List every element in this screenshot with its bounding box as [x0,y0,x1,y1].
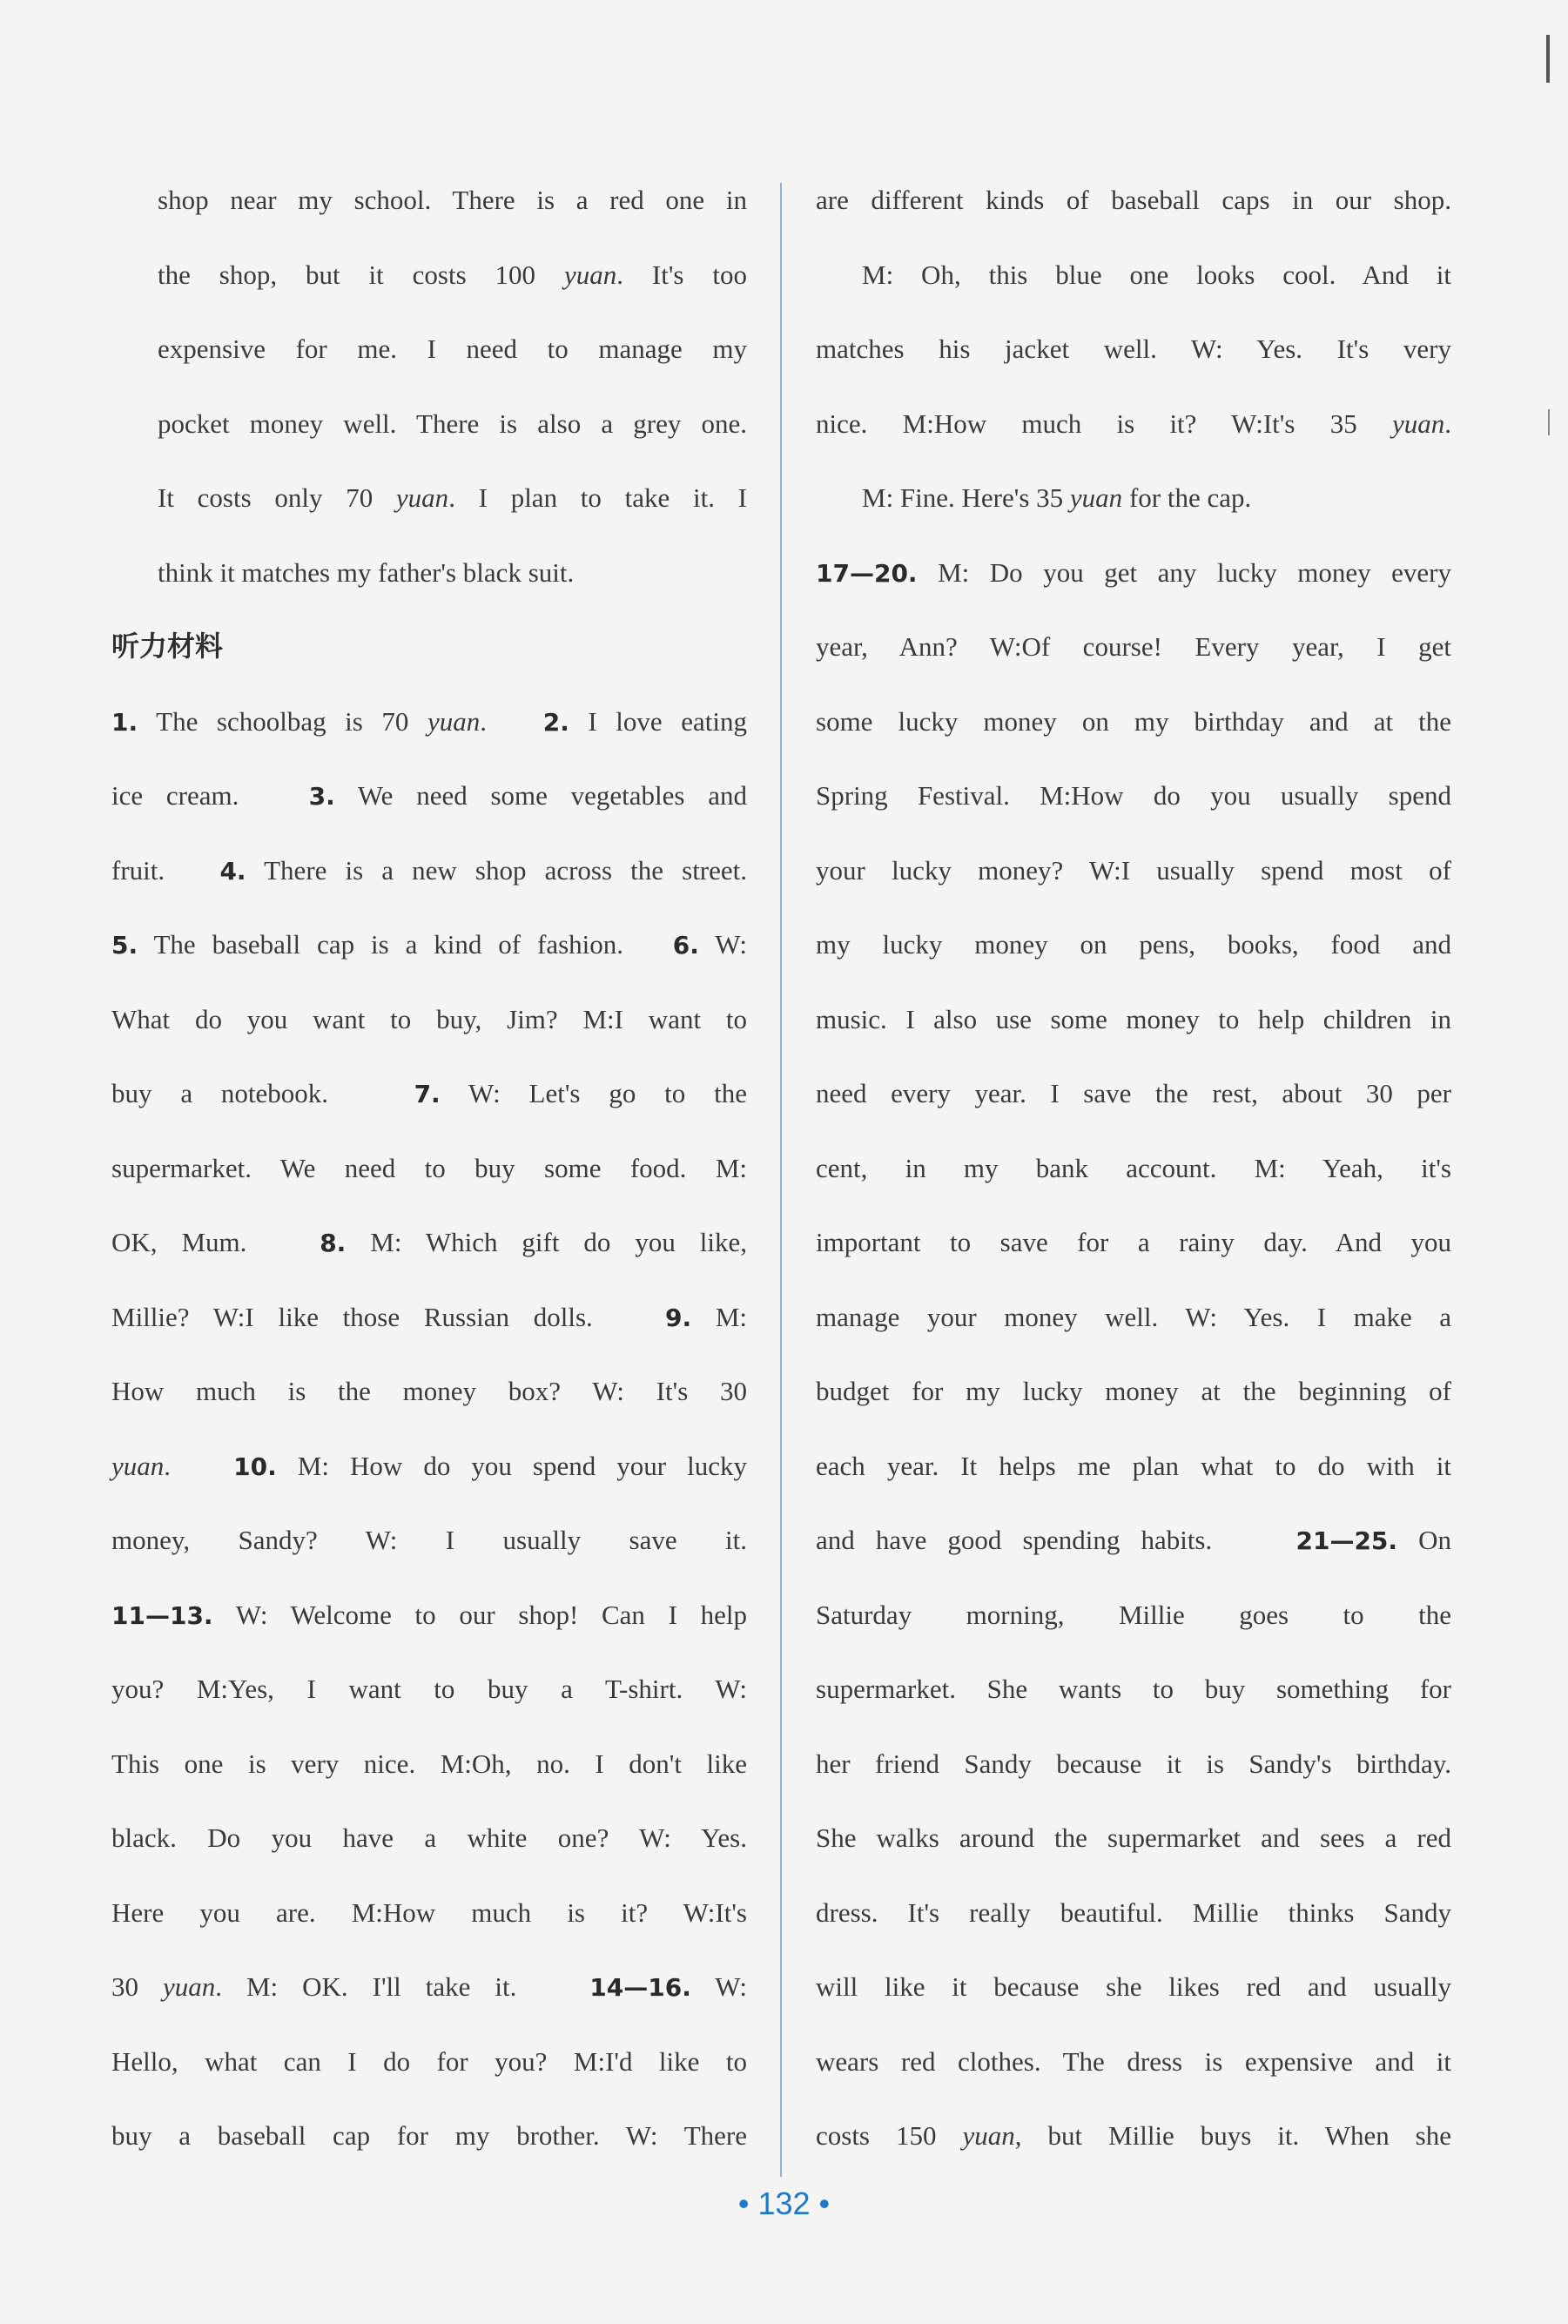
text-line: your lucky money? W:I usually spend most of [816,854,1451,886]
text-line: She walks around the supermarket and sees a red [816,1822,1451,1853]
text-line: buy a baseball cap for my brother. W: There [111,2120,747,2151]
text-line: will like it because she likes red and usually [816,1971,1451,2002]
edge-mark [1548,409,1550,435]
text-line: fruit. 4. There is a new shop across the street. [111,854,748,886]
text-line: Millie? W:I like those Russian dolls. 9. M: [111,1301,748,1332]
text-line: OK, Mum. 8. M: Which gift do you like, [111,1227,747,1257]
text-line: How much is the money box? W: It's 30 [111,1376,747,1406]
text-line: need every year. I save the rest, about 30 per [816,1078,1451,1108]
text-line: pocket money well. There is also a grey one. [158,408,747,439]
section-heading: 听力材料 [111,630,224,663]
column-divider [780,183,782,2177]
text-line: manage your money well. W: Yes. I make a [816,1301,1451,1332]
text-line: M: Oh, this blue one looks cool. And it [862,259,1451,290]
text-line: 30 yuan. M: OK. I'll take it. 14—16. W: [111,1971,747,2002]
text-line: cent, in my bank account. M: Yeah, it's [816,1152,1451,1183]
text-line: expensive for me. I need to manage my [158,333,747,364]
text-line: This one is very nice. M:Oh, no. I don't like [111,1748,747,1779]
text-line: costs 150 yuan, but Millie buys it. When she [816,2120,1452,2151]
right-column [816,163,1451,2173]
text-line: black. Do you have a white one? W: Yes. [111,1822,747,1853]
text-line: shop near my school. There is a red one in [158,185,747,215]
text-line: 17—20. M: Do you get any lucky money every [816,556,1451,588]
text-line: Saturday morning, Millie goes to the [816,1599,1451,1630]
text-line: It costs only 70 yuan. I plan to take it. I [158,482,747,513]
text-line: dress. It's really beautiful. Millie thinks Sandy [816,1896,1451,1928]
text-line: M: Fine. Here's 35 yuan for the cap. [862,482,1252,513]
text-line: supermarket. She wants to buy something for [816,1674,1451,1704]
text-line: nice. M:How much is it? W:It's 35 yuan. [816,408,1451,439]
text-line: wears red clothes. The dress is expensive and it [816,2045,1451,2077]
text-line: her friend Sandy because it is Sandy's birthday. [816,1748,1451,1779]
text-line: 5. The baseball cap is a kind of fashion. 6. W: [111,929,747,960]
text-line: some lucky money on my birthday and at the [816,705,1451,737]
text-line: and have good spending habits. 21—25. On [816,1525,1452,1555]
text-line: year, Ann? W:Of course! Every year, I get [816,631,1451,662]
text-line: 11—13. W: Welcome to our shop! Can I help [111,1599,747,1630]
text-line: 1. The schoolbag is 70 yuan. 2. I love eating [111,705,747,737]
text-line: important to save for a rainy day. And you [816,1227,1451,1257]
text-line: money, Sandy? W: I usually save it. [111,1525,747,1555]
text-line: my lucky money on pens, books, food and [816,929,1451,960]
text-line: Spring Festival. M:How do you usually spend [816,780,1451,811]
text-line: you? M:Yes, I want to buy a T-shirt. W: [111,1674,747,1704]
text-line: Hello, what can I do for you? M:I'd like to [111,2045,747,2077]
text-line: each year. It helps me plan what to do with it [816,1450,1451,1481]
text-line: supermarket. We need to buy some food. M: [111,1152,747,1183]
text-line: the shop, but it costs 100 yuan. It's too [158,259,747,290]
left-column [111,163,747,2173]
page-number: • 132 • [737,2186,831,2221]
text-line: Here you are. M:How much is it? W:It's [111,1896,747,1928]
text-line: ice cream. 3. We need some vegetables and [111,780,747,811]
text-line: buy a notebook. 7. W: Let's go to the [111,1078,747,1108]
text-line: think it matches my father's black suit. [158,556,575,588]
edge-mark [1546,35,1550,83]
text-line: What do you want to buy, Jim? M:I want to [111,1003,747,1034]
text-line: yuan. 10. M: How do you spend your lucky [111,1450,747,1481]
text-line: budget for my lucky money at the beginning of [816,1376,1451,1406]
text-line: are different kinds of baseball caps in our shop. [816,185,1451,215]
text-line: music. I also use some money to help children in [816,1003,1451,1034]
text-line: matches his jacket well. W: Yes. It's very [816,333,1451,364]
